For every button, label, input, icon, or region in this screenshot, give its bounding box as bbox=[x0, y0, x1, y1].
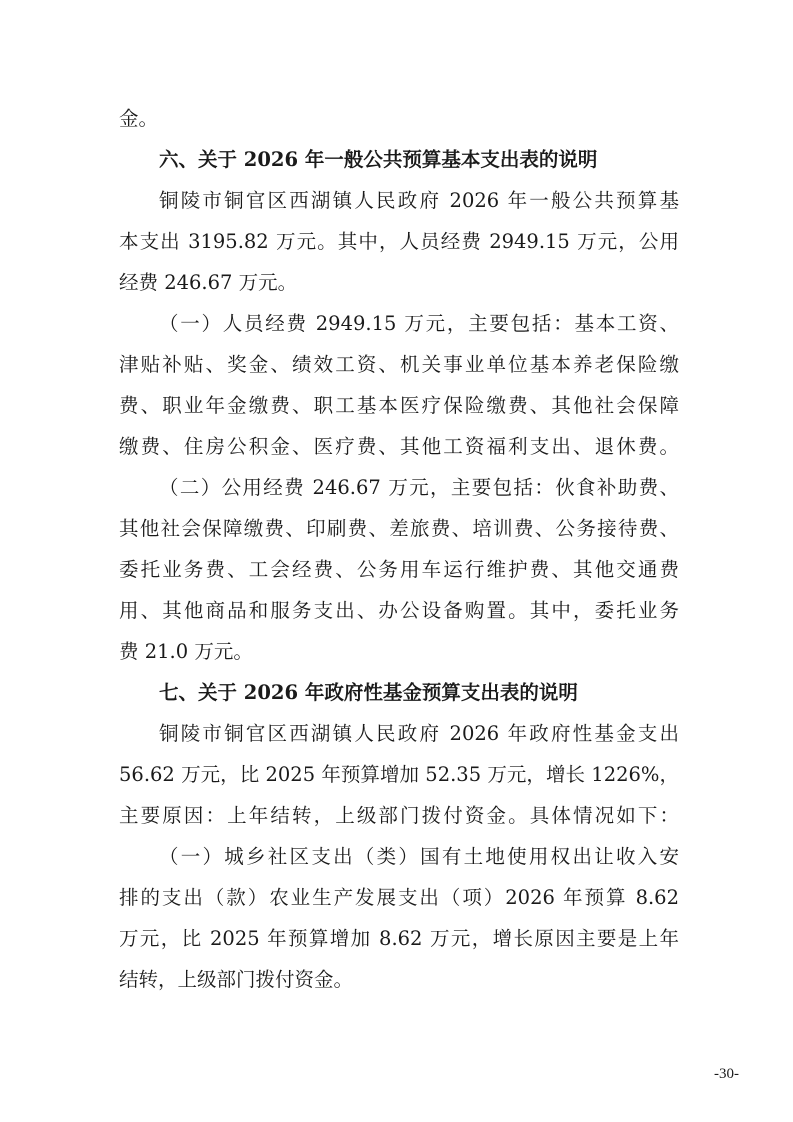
paragraph-line: 铜陵市铜官区西湖镇人民政府 2026 年一般公共预算基 bbox=[159, 189, 679, 212]
paragraph-line: 铜陵市铜官区西湖镇人民政府 2026 年政府性基金支出 bbox=[159, 722, 679, 745]
paragraph-line: 费 21.0 万元。 bbox=[119, 640, 253, 663]
paragraph-line: （一）城乡社区支出（类）国有土地使用权出让收入安 bbox=[159, 845, 679, 868]
paragraph-line: 用、其他商品和服务支出、办公设备购置。其中，委托业务 bbox=[119, 599, 679, 622]
paragraph-line: 缴费、住房公积金、医疗费、其他工资福利支出、退休费。 bbox=[119, 435, 679, 458]
paragraph-line: （二）公用经费 246.67 万元，主要包括：伙食补助费、 bbox=[159, 476, 679, 499]
paragraph-line: 委托业务费、工会经费、公务用车运行维护费、其他交通费 bbox=[119, 558, 679, 581]
paragraph-line: 津贴补贴、奖金、绩效工资、机关事业单位基本养老保险缴 bbox=[119, 353, 679, 376]
paragraph-line: 经费 246.67 万元。 bbox=[119, 271, 298, 294]
paragraph-line: 主要原因：上年结转，上级部门拨付资金。具体情况如下： bbox=[119, 804, 679, 827]
page-number: -30- bbox=[714, 1066, 739, 1082]
paragraph-line: 排的支出（款）农业生产发展支出（项）2026 年预算 8.62 bbox=[119, 886, 679, 909]
paragraph-line: 本支出 3195.82 万元。其中，人员经费 2949.15 万元，公用 bbox=[119, 230, 679, 253]
paragraph-line: 金。 bbox=[119, 107, 159, 130]
paragraph-line: 结转，上级部门拨付资金。 bbox=[119, 968, 354, 991]
paragraph-line: 费、职业年金缴费、职工基本医疗保险缴费、其他社会保障 bbox=[119, 394, 679, 417]
paragraph-line: 其他社会保障缴费、印刷费、差旅费、培训费、公务接待费、 bbox=[119, 517, 679, 540]
paragraph-line: 56.62 万元，比 2025 年预算增加 52.35 万元，增长 1226%， bbox=[119, 763, 679, 786]
paragraph-line: （一）人员经费 2949.15 万元，主要包括：基本工资、 bbox=[159, 312, 679, 335]
section-heading-seven: 七、关于 2026 年政府性基金预算支出表的说明 bbox=[159, 681, 578, 704]
paragraph-line: 万元，比 2025 年预算增加 8.62 万元，增长原因主要是上年 bbox=[119, 927, 679, 950]
section-heading-six: 六、关于 2026 年一般公共预算基本支出表的说明 bbox=[159, 148, 598, 171]
